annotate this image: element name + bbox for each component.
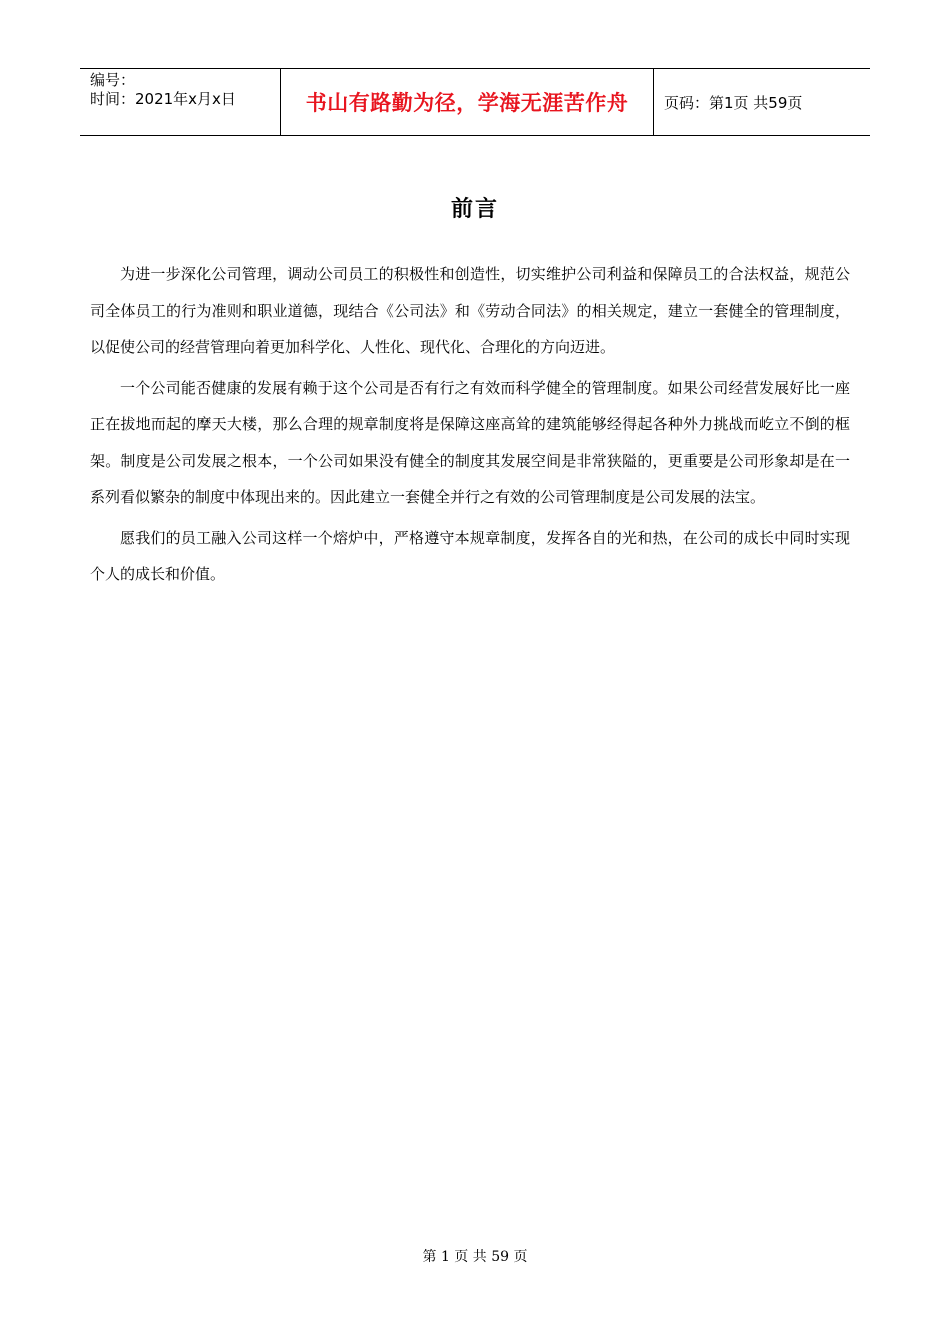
paragraph-3: 愿我们的员工融入公司这样一个熔炉中，严格遵守本规章制度，发挥各自的光和热，在公司的成长中同时实现个人的成长和价值。 (90, 528, 850, 583)
paragraph-2: 一个公司能否健康的发展有赖于这个公司是否有行之有效而科学健全的管理制度。如果公司经营发展好比一座正在拔地而起的摩天大楼，那么合理的规章制度将是保障这座高耸的建筑能够经得起各种外力挑战而屹立不倒的框架。制度是公司发展之根本，一个公司如果没有健全的制度其发展空间是非常狭隘的，更重要是公司形象却是在一系列看似繁杂的制度中体现出来的。因此建立一套健全并行之有效的公司管理制度是公司发展的法宝。 (90, 378, 850, 506)
header-motto: 书山有路勤为径，学海无涯苦作舟 (281, 69, 654, 135)
page-footer: 第 1 页 共 59 页 (422, 1249, 528, 1265)
page-header-table (80, 68, 870, 136)
header-meta-cell (80, 69, 281, 135)
document-time-label: 时间：2021年x月x日 (90, 90, 236, 108)
document-title: 前言 (450, 197, 499, 222)
document-body (90, 256, 850, 597)
document-number-label: 编号： (90, 71, 136, 89)
paragraph-1: 为进一步深化公司管理，调动公司员工的积极性和创造性，切实维护公司利益和保障员工的合法权益，规范公司全体员工的行为准则和职业道德，现结合《公司法》和《劳动合同法》的相关规定，建立一套健全的管理制度，以促使公司的经营管理向着更加科学化、人性化、现代化、合理化的方向迈进。 (90, 265, 850, 356)
header-page-info: 页码：第1页 共59页 (664, 93, 803, 112)
